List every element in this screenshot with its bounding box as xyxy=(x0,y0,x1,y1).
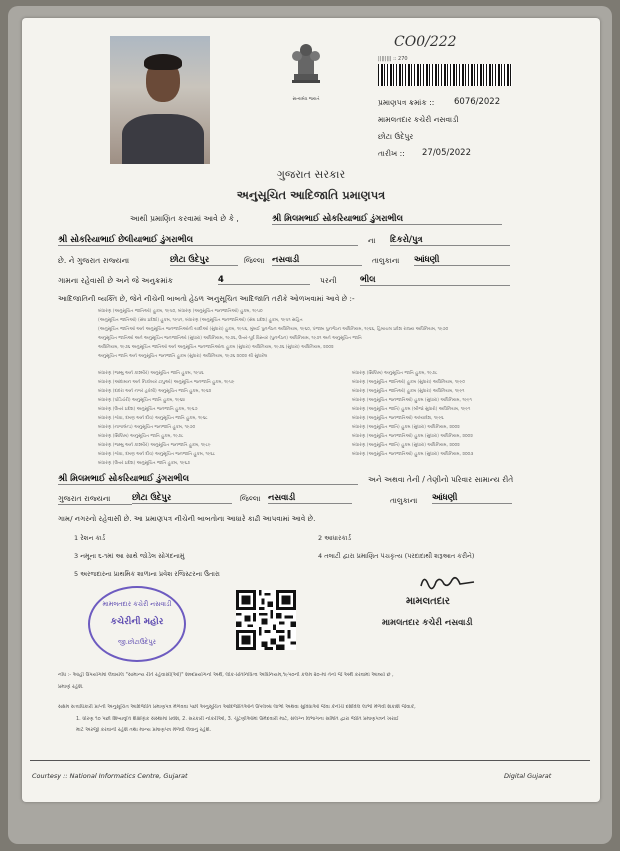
list-right-item: બંધારણ (અનુસૂચિત જનજાતિઓ) હુકમ (સુધારા) અધિનિયમ, ૧૯૯૧ xyxy=(352,398,472,403)
list-line: (અનુસૂચિત જાતિઓ) (સંઘ પ્રદેશો) હુકમ, ૧૯૫૧, બંધારણ (અનુસૂચિત જનજાતિઓ) (સંઘ પ્રદેશ) હુકમ, ૧૯૫૧ સહિત xyxy=(98,318,303,323)
list-line: અનુસૂચિત જાતિઓ અને અનુસૂચિત જનજાતિઓ (સુધારા) અધિનિયમ, ૧૯૭૬, ઉત્તર-પૂર્વ વિસ્તાર (પુનર્ગઠન) અધિનિયમ, ૧૯૭૧ અને અનુસૂચિત જાતિ xyxy=(98,336,362,341)
qr-code xyxy=(236,590,296,650)
taluka2-label: તાલુકાના xyxy=(390,496,418,505)
list-left-item: બંધારણ (ઉત્તર પ્રદેશ) અનુસૂચિત જનજાતિ હુકમ, ૧૯૬૭ xyxy=(98,407,198,412)
date-label: તારીખ :: xyxy=(378,149,405,158)
district2-label: જિલ્લા xyxy=(240,494,261,503)
list-line: અનુસૂચિત જાતિ અને અનુસૂચિત જનજાતિ હુકમ (સુધારા) અધિનિયમ, ૧૯૭૬ ૨૦૦૨ થી સુધારેલ xyxy=(98,354,268,359)
seal-text-top: મામલતદાર કચેરી નસવાડી xyxy=(102,600,172,608)
district: નસવાડી xyxy=(272,254,362,266)
family-member-name: શ્રી મિલમભાઈ સોકરિયાભાઈ ડુંગરાભીલ xyxy=(58,473,358,485)
footer-divider xyxy=(30,760,590,761)
list-right-item: બંધારણ (અનુસૂચિત જાતિઓ) હુકમ (સુધારા) અધિનિયમ, ૧૯૯૧ xyxy=(352,389,465,394)
list-line: બંધારણ (અનુસૂચિત જાતિઓ) હુકમ, ૧૯૫૦, બંધારણ (અનુસૂચિત જનજાતિઓ) હુકમ, ૧૯૫૦ xyxy=(98,309,263,314)
state2-prefix: ગુજરાત રાજ્યના xyxy=(58,494,132,505)
list-left-item: બંધારણ (દાદરા અને નગર હવેલી) અનુસૂચિત જાતિ હુકમ, ૧૯૬૨ xyxy=(98,389,212,394)
list-right-item: બંધારણ (અનુસૂચિત જનજાતિઓ) હુકમ (સુધારા) અધિનિયમ, ૨૦૦૨ xyxy=(352,434,473,439)
doc-item: 3 નમૂના ૬-૧માં આ સાથે જોડેલ સોગંદનામું xyxy=(74,552,185,560)
note-line: સક્ષમ સત્તાધિકારી પ્રાપ્તી અનુસૂચિત આદિજાતિ પ્રમાણપત્ર મેળવવા પછી અનુસૂચિત આદિજાતિઓને ઉપલબ્ધ લાભો અથવા સુવિધાઓ જેવા કેનીચે દર્શાવેલ લાભો મેળવી શકાશે જેવાકે, xyxy=(58,704,416,710)
doc-item: 5 અરજદારના પ્રાથમિક શાળાના પ્રવેશ રજિસ્ટરના ઉતારા xyxy=(74,570,220,578)
list-left-item: બંધારણ (જમ્મુ અને કાશ્મીર) અનુસૂચિત જાતિ હુકમ, ૧૯૫૬ xyxy=(98,371,204,376)
list-left-item: બંધારણ (ગોવા, દમણ અને દીવ) અનુસૂચિત જાતિ હુકમ, ૧૯૬૮ xyxy=(98,416,208,421)
taluka-label: તાલુકાના xyxy=(372,256,400,265)
pani-label: પરની xyxy=(320,276,337,285)
certificate-page xyxy=(22,18,600,802)
doc-item: 4 તલાટી દ્વારા પ્રમાણિત પંચકૃત્ય (પરદાદાથી શરૂઆત કરીને) xyxy=(318,552,475,560)
national-emblem-icon xyxy=(284,38,328,94)
list-right-item: બંધારણ (અનુસૂચિત જાતિઓ) હુકમ (સુધારા) અધિનિયમ, ૧૯૯૦ xyxy=(352,380,465,385)
list-left-item: બંધારણ (પોંડિચેરી) અનુસૂચિત જાતિ હુકમ, ૧૯૬૪ xyxy=(98,398,185,403)
serial-number: 4 xyxy=(218,274,310,285)
village2: આંધણી xyxy=(432,492,512,504)
issue-date: 27/05/2022 xyxy=(422,148,471,158)
residence-line: ગામ/ નગરનો રહેવાસી છે. આ પ્રમાણપત્ર નીચેની બાબતોના આધારે કાઢી આપવામાં આવે છે. xyxy=(58,514,316,523)
signature-scribble xyxy=(418,572,478,594)
list-right-item: બંધારણ (સિક્કિમ) અનુસૂચિત જાતિ હુકમ, ૧૯૭૮ xyxy=(352,371,438,376)
government-title: ગુજરાત સરકાર xyxy=(276,168,346,181)
doc-item: 2 આધારકાર્ડ xyxy=(318,534,352,542)
family-suffix: અને અથવા તેની / તેણીનો પરિવાર સામાન્ય રીતે xyxy=(368,475,514,484)
state-prefix: છે. ને ગુજરાત રાજ્યના xyxy=(58,256,130,265)
office-district: છોટા ઉદેપુર xyxy=(378,132,414,141)
intro-text: આથી પ્રમાણિત કરવામાં આવે છે કે , xyxy=(130,214,239,223)
office-name: મામલતદાર કચેરી નસવાડી xyxy=(378,115,459,124)
certificate-number: 6076/2022 xyxy=(454,97,501,107)
note-line: માટે અરજી કરવાની રહેશે તથા માન્ય પ્રમાણપત્ર મેળવી લેવાનું રહેશે. xyxy=(76,727,212,733)
list-left-item: બંધારણ (આંદામાન અને નિકોબાર ટાપુઓ) અનુસૂચિત જનજાતિ હુકમ, ૧૯૫૯ xyxy=(98,380,235,385)
seal-text-center: કચેરીની મહોર xyxy=(110,617,164,627)
list-left-item: બંધારણ (નાગાલેન્ડ) અનુસૂચિત જનજાતિ હુકમ, ૧૯૭૦ xyxy=(98,425,196,430)
photo-shirt xyxy=(122,114,204,164)
relation: દિકરો/પુત્ર xyxy=(390,234,510,246)
district-area: છોટા ઉદેપુર xyxy=(170,254,238,266)
list-left-item: બંધારણ (ઉત્તર પ્રદેશ) અનુસૂચિત જાતિ હુકમ, ૧૯૬૭ xyxy=(98,461,190,466)
list-right-item: બંધારણ (અનુસૂચિત જાતિ) હુકમ (સુધારા) અધિનિયમ, ૨૦૦૨ xyxy=(352,425,460,430)
village: આંધણી xyxy=(414,254,510,266)
note-line: પ્રમાણે રહેશે. xyxy=(58,684,84,690)
office-seal xyxy=(88,586,186,662)
district2: નસવાડી xyxy=(268,492,352,504)
na-label: ના xyxy=(368,236,376,245)
applicant-name: શ્રી મિલમભાઈ સોકરિયાભાઈ ડુંગરાભીલ xyxy=(272,213,502,225)
list-left-item: બંધારણ (ગોવા, દમણ અને દીવ) અનુસૂચિત જનજાતિ હુકમ, ૧૯૬૮ xyxy=(98,452,216,457)
village-line-prefix: ગામના રહેવાસી છે અને જે અનુક્રમાંક xyxy=(58,276,173,285)
list-right-item: બંધારણ (અનુસૂચિત જાતિ) હુકમ (બીજો સુધારો) અધિનિયમ, ૧૯૯૧ xyxy=(352,407,471,412)
footer-brand: Digital Gujarat xyxy=(504,772,552,780)
list-left-item: બંધારણ (સિક્કિમ) અનુસૂચિત જાતિ હુકમ, ૧૯૭૮ xyxy=(98,434,184,439)
list-right-item: બંધારણ (અનુસૂચિત જનજાતિઓ) અધ્યાદેશ, ૧૯૯૬ xyxy=(352,416,444,421)
district-label: જિલ્લા xyxy=(244,256,265,265)
barcode-text: |||||||| :: 270 xyxy=(378,56,408,62)
list-right-item: બંધારણ (અનુસૂચિત જાતિ) હુકમ (સુધારા) અધિનિયમ, ૨૦૦૨ xyxy=(352,443,460,448)
signatory-title: મામલતદાર xyxy=(406,596,450,607)
photo-hair xyxy=(144,54,182,70)
parent-name: શ્રી સોકરિયાભાઈ છેલીયાભાઈ ડુંગરાભીલ xyxy=(58,234,358,246)
doc-item: 1 રેશન કાર્ડ xyxy=(74,534,106,542)
list-right-item: બંધારણ (અનુસૂચિત જનજાતિઓ) હુકમ (સુધારા) અધિનિયમ, ૨૦૦૩ xyxy=(352,452,474,457)
note-line: 1. ધોરણ ૧૦ પછી શિષ્યવૃત્તિ શૈક્ષણિક સંસ્થામાં પ્રવેશ, 2. સરકારી નોકરીઓ, 3. ચૂંટણીઓમાં ઉમેદવારી માટે, સંલગ્ન વિભાગના સમિતિ દ્વારા જાતિ પ્રમાણપત્રને ખરાઈ xyxy=(76,716,399,722)
certificate-title: અનુસૂચિત આદિજાતિ પ્રમાણપત્ર xyxy=(236,188,386,202)
list-line: અધિનિયમ, ૧૯૭૬ અનુસૂચિત જાતિઓ અને અનુસૂચિત જનજાતિઓના હુકમ (સુધારા) અધિનિયમ, ૧૯૭૬ (સુધારા) અધિનિયમ, ૨૦૦૨ xyxy=(98,345,334,350)
certificate-number-label: પ્રમાણપત્ર ક્રમાંક :: xyxy=(378,98,435,107)
seal-text-bottom: જી.છોટાઉદેપુર xyxy=(118,638,156,646)
list-left-item: બંધારણ (જમ્મુ અને કાશ્મીર) અનુસૂચિત જનજાતિ હુકમ, ૧૯૮૯ xyxy=(98,443,211,448)
tribe-line: આદિજાતિની વ્યક્તિ છે, જેને નીચેની બાબતો હેઠળ અનુસૂચિત આદિજાતિ તરીકે ઓળખવામાં આવે છે :- xyxy=(58,294,355,303)
barcode xyxy=(378,64,512,86)
note-line: નોંધ :- આહીં ઉપયોગમાં લેવાયેલ "સામાન્ય રીતે રહેવાસી(ઓ)" શબ્દપ્રયોગનો અર્થ, લોક-પ્રતિનિધિત્વ અધિનિયમ,૧૯૫૦ની કલમ ૨૦-માં તેનો જે અર્થ કરવામાં આવ્યો છે , xyxy=(58,672,394,678)
tribe-name: ભીલ xyxy=(360,274,510,286)
emblem-caption: સત્યમેવ જયતે xyxy=(292,97,320,102)
signatory-office: મામલતદાર કચેરી નસવાડી xyxy=(382,618,473,628)
footer-courtesy: Courtesy :: National Informatics Centre, Gujarat xyxy=(32,772,188,780)
district2-area: છોટા ઉદેપુર xyxy=(132,492,232,504)
list-line: (અનુસૂચિત જાતિઓ અને અનુસૂચિત જનજાતિઓની યાદીઓ (સુધારા) હુકમ, ૧૯૫૬, મુંબઈ પુનર્ગઠન અધિનિયમ, ૧૯૬૦, પંજાબ પુનર્ગઠન અધિનિયમ, ૧૯૬૬, હિમાચલ પ્રદેશ રાજ્ય અધિનિયમ, ૧૯૭૦ xyxy=(98,327,449,332)
handwritten-reference: CO0/222 xyxy=(394,34,457,50)
